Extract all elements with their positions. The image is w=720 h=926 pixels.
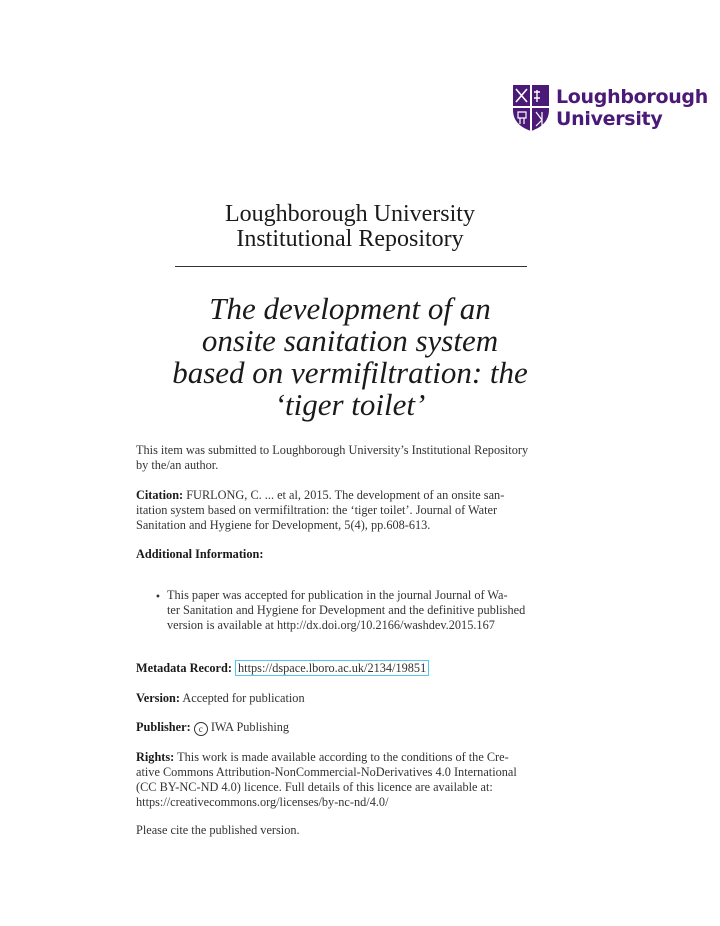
additional-info-heading: [136, 547, 562, 562]
copyright-icon: c: [194, 722, 208, 736]
metadata-record-link[interactable]: https://dspace.lboro.ac.uk/2134/19851: [235, 660, 429, 676]
paper-title-line-4: ‘tiger toilet’: [274, 387, 426, 422]
rights-line-3: (CC BY-NC-ND 4.0) licence. Full details of this licence are available at:: [136, 780, 493, 794]
citation-label: Citation:: [136, 488, 184, 502]
metadata-record: [136, 661, 562, 676]
rights-line-1: This work is made available according to the conditions of the Cre-: [177, 750, 509, 764]
bullet-icon: •: [155, 592, 161, 603]
paper-title-line-1: The development of an: [209, 291, 491, 326]
submission-line-1: This item was submitted to Loughborough University’s Institutional Repository: [136, 443, 529, 457]
cite-note-text: Please cite the published version.: [136, 823, 300, 837]
submission-line-2: by the/an author.: [136, 458, 219, 472]
rights-label: Rights:: [136, 750, 175, 764]
additional-info-text: [167, 588, 562, 633]
publisher-label: Publisher:: [136, 720, 191, 734]
paper-title: [0, 293, 700, 421]
repository-title-line-1: Loughborough University: [225, 201, 475, 227]
paper-title-line-2: onsite sanitation system: [201, 323, 499, 358]
version-info: [136, 691, 562, 706]
publisher-value: IWA Publishing: [210, 720, 290, 734]
version-value: Accepted for publication: [182, 691, 305, 705]
logo-line-2: University: [556, 108, 663, 130]
citation-line-2: itation system based on vermifiltration: the ‘tiger toilet’. Journal of Water: [136, 503, 498, 517]
submission-statement: [136, 443, 562, 473]
additional-info-line-3: version is available at http://dx.doi.org/10.2166/washdev.2015.167: [167, 618, 495, 632]
metadata-label: Metadata Record:: [136, 661, 232, 675]
version-label: Version:: [136, 691, 180, 705]
university-crest-icon: [512, 84, 550, 132]
rights-section: [136, 750, 562, 810]
additional-info-label: Additional Information:: [136, 547, 264, 561]
publisher-info: [136, 720, 562, 736]
title-divider: [175, 266, 527, 267]
additional-info-line-1: This paper was accepted for publication in the journal Journal of Wa-: [167, 588, 508, 602]
repository-title: [0, 202, 700, 252]
citation-section: [136, 488, 562, 533]
logo-line-1: Loughborough: [556, 86, 708, 108]
citation-line-1: FURLONG, C. ... et al, 2015. The development of an onsite san-: [186, 488, 505, 502]
additional-info-line-2: ter Sanitation and Hygiene for Development and the definitive published: [167, 603, 526, 617]
repository-title-line-2: Institutional Repository: [236, 226, 464, 252]
citation-line-3: Sanitation and Hygiene for Development, 5(4), pp.608-613.: [136, 518, 431, 532]
rights-line-2: ative Commons Attribution-NonCommercial-NoDerivatives 4.0 International: [136, 765, 517, 779]
paper-title-line-3: based on vermifiltration: the: [172, 355, 528, 390]
cite-note: [136, 823, 562, 838]
university-logo: [512, 84, 708, 132]
rights-line-4: https://creativecommons.org/licenses/by-nc-nd/4.0/: [136, 795, 389, 809]
